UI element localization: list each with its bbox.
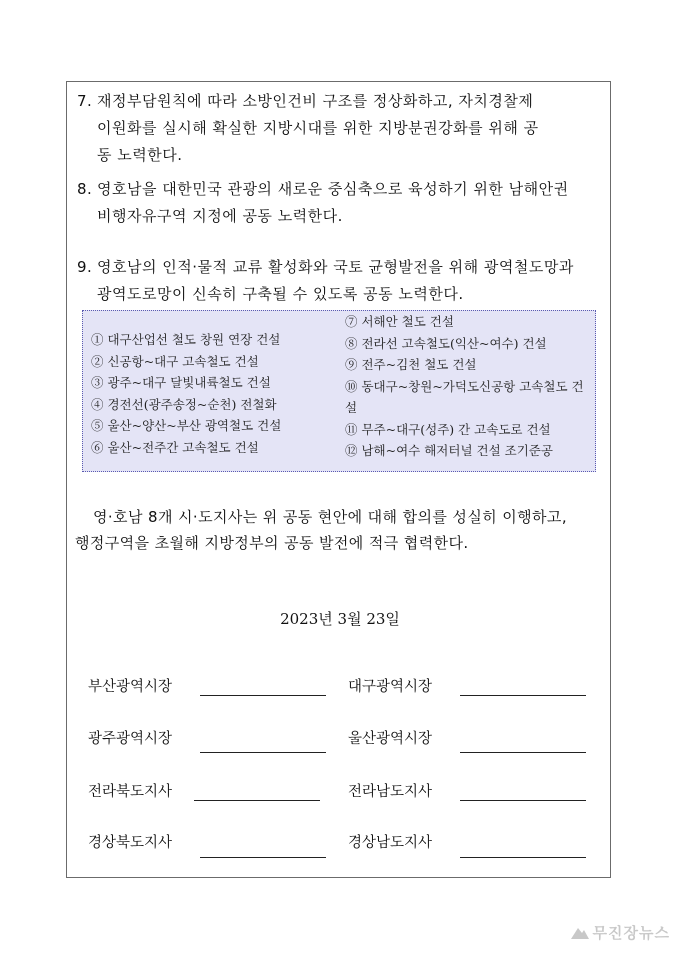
agreement-item-8 [77, 176, 607, 230]
signatory-label: 부산광역시장 [88, 679, 173, 695]
signature-line [460, 695, 586, 696]
item-text-line: 비행자유구역 지정에 공동 노력한다. [97, 207, 343, 225]
signatory-label: 경상북도지사 [88, 835, 173, 851]
project-item: ⑥ 울산~전주간 고속철도 건설 [91, 439, 259, 455]
watermark-text: 무진장뉴스 [592, 924, 670, 942]
signature-line [460, 752, 586, 753]
item-text-line: 광역도로망이 신속히 구축될 수 있도록 공동 노력한다. [97, 285, 464, 303]
signatory-label: 경상남도지사 [348, 835, 433, 851]
project-item: ⑩ 동대구~창원~가덕도신공항 고속철도 건설 [345, 378, 584, 415]
project-list-left [91, 329, 281, 458]
item-number: 8. [77, 180, 93, 198]
item-text-line: 영호남을 대한민국 관광의 새로운 중심축으로 육성하기 위한 남해안권 [97, 180, 569, 198]
project-item: ⑦ 서해안 철도 건설 [345, 314, 454, 329]
agreement-item-7 [77, 88, 607, 169]
project-item: ⑫ 남해~여수 해저터널 건설 조기준공 [345, 443, 553, 458]
closing-paragraph [75, 504, 615, 556]
signatory-label: 대구광역시장 [348, 679, 433, 695]
signatory-label: 울산광역시장 [348, 731, 433, 747]
signature-line [460, 800, 586, 801]
agreement-date: 2023년 3월 23일 [280, 610, 400, 628]
project-item: ⑤ 울산~양산~부산 광역철도 건설 [91, 418, 282, 433]
project-item: ③ 광주~대구 달빛내륙철도 건설 [91, 375, 271, 390]
project-list-right [345, 311, 591, 462]
signature-line [200, 695, 326, 696]
closing-line: 영·호남 8개 시·도지사는 위 공동 현안에 대해 합의를 성실히 이행하고, [93, 508, 567, 526]
mountain-logo-icon [571, 924, 589, 940]
project-item: ① 대구산업선 철도 창원 연장 건설 [91, 332, 281, 347]
signature-line [194, 800, 320, 801]
project-item: ④ 경전선(광주송정~순천) 전철화 [91, 396, 277, 412]
closing-line: 행정구역을 초월해 지방정부의 공동 발전에 적극 협력한다. [75, 534, 469, 552]
item-text-line: 동 노력한다. [97, 146, 183, 164]
news-watermark [571, 922, 670, 943]
item-text-line: 재정부담원칙에 따라 소방인건비 구조를 정상화하고, 자치경찰제 [97, 92, 534, 110]
item-text-line: 영호남의 인적·물적 교류 활성화와 국토 균형발전을 위해 광역철도망과 [97, 258, 574, 276]
signatory-label: 광주광역시장 [88, 731, 173, 747]
project-list-box [82, 310, 596, 472]
item-text-line: 이원화를 실시해 확실한 지방시대를 위한 지방분권강화를 위해 공 [97, 119, 539, 137]
project-item: ⑨ 전주~김천 철도 건설 [345, 357, 477, 372]
item-number: 9. [77, 258, 93, 276]
signature-line [460, 857, 586, 858]
project-item: ② 신공항~대구 고속철도 건설 [91, 353, 259, 369]
signatory-label: 전라북도지사 [88, 784, 173, 800]
project-item: ⑪ 무주~대구(성주) 간 고속도로 건설 [345, 421, 551, 437]
signature-line [200, 857, 326, 858]
item-number: 7. [77, 92, 93, 110]
project-item: ⑧ 전라선 고속철도(익산~여수) 건설 [345, 335, 547, 351]
agreement-item-9 [77, 254, 607, 308]
signatory-label: 전라남도지사 [348, 784, 433, 800]
signature-line [200, 752, 326, 753]
